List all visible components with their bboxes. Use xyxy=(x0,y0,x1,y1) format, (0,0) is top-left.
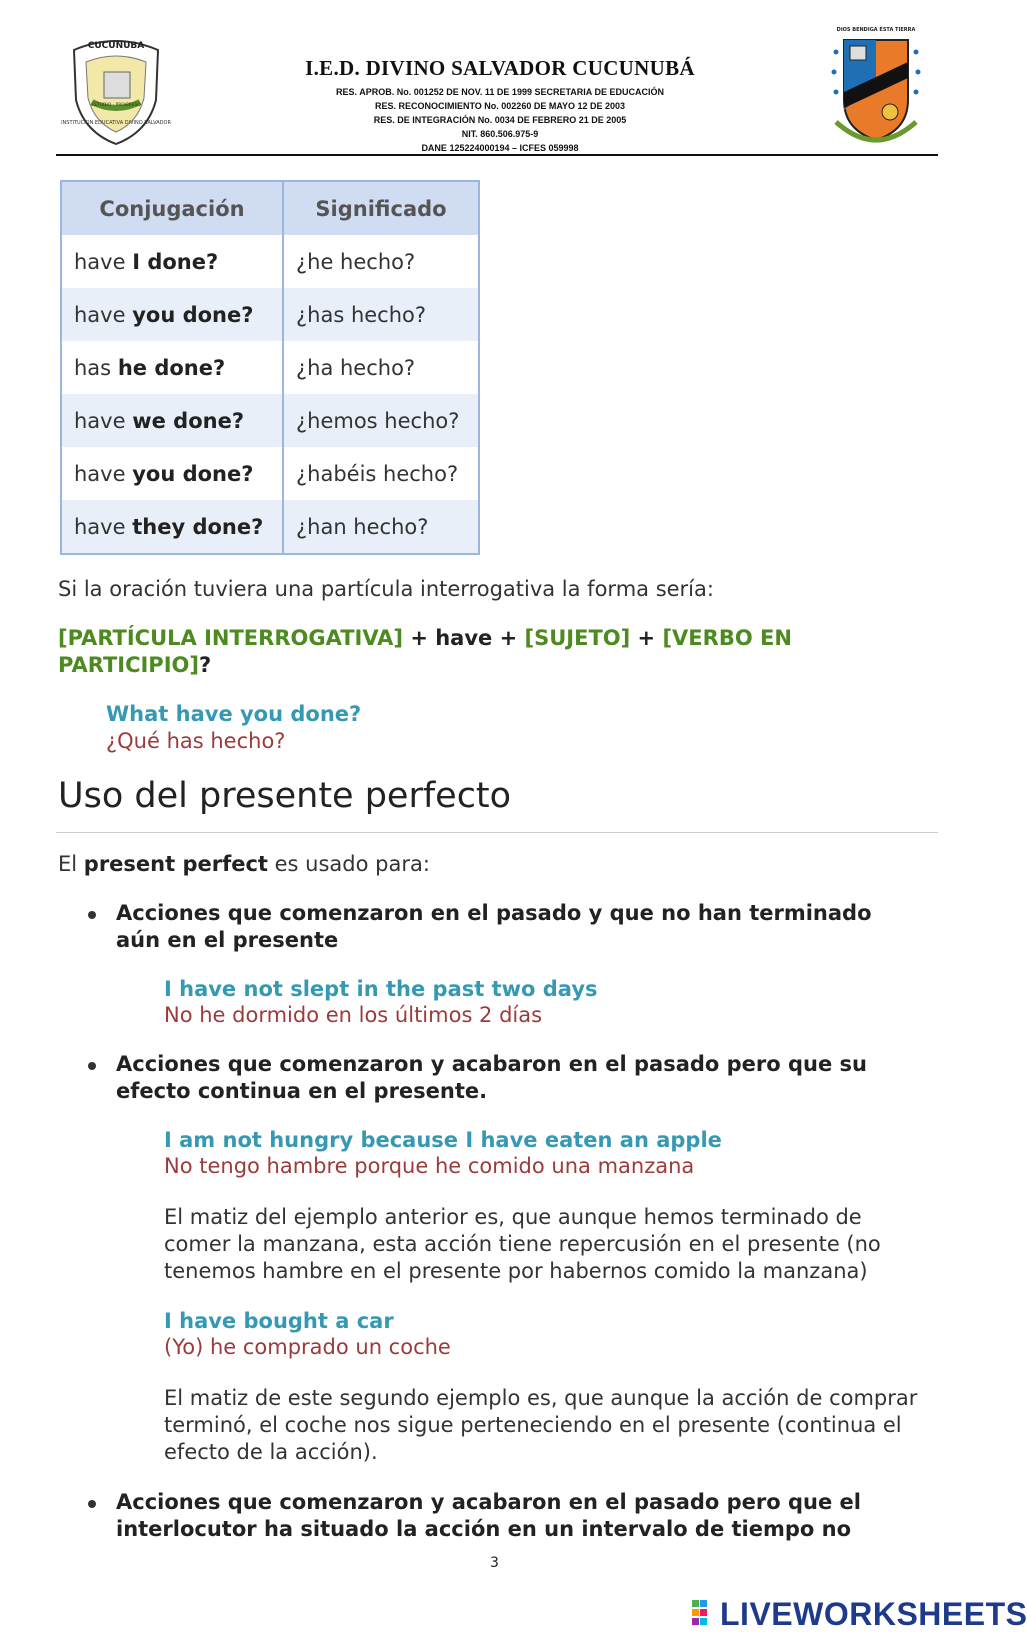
explanation-note: El matiz de este segundo ejemplo es, que aunque la acción de comprar terminó, el coche nos sigue perteneciendo en el presente (continua el efecto de la acción). xyxy=(164,1386,918,1464)
svg-text:CUCUNUBA: CUCUNUBA xyxy=(87,41,145,51)
meaning-cell: ¿he hecho? xyxy=(283,235,479,288)
bullet-text: Acciones que comenzaron y acabaron en el pasado pero que su efecto continua en el presente. xyxy=(116,1052,867,1103)
bullet-text: Acciones que comenzaron en el pasado y que no han terminado aún en el presente xyxy=(116,901,872,952)
page-header xyxy=(0,0,1000,160)
bullet-dot xyxy=(88,1062,96,1070)
table-row xyxy=(61,341,479,394)
conjugation-cell: have you done? xyxy=(61,288,283,341)
header-line: RES. DE INTEGRACIÓN No. 0034 DE FEBRERO 21 DE 2005 xyxy=(373,115,627,125)
municipal-shield-logo xyxy=(826,22,926,152)
header-line: RES. APROB. No. 001252 DE NOV. 11 DE 1999 SECRETARIA DE EDUCACIÓN xyxy=(336,87,664,97)
bullet-dot xyxy=(88,911,96,919)
bullet-text: Acciones que comenzaron y acabaron en el pasado pero que el interlocutor ha situado la acción en un intervalo de tiempo no xyxy=(116,1490,861,1541)
conjugation-cell: have they done? xyxy=(61,500,283,554)
uso-intro: El present perfect es usado para: xyxy=(58,852,430,876)
school-shield-logo xyxy=(61,36,171,146)
header-line: NIT. 860.506.975-9 xyxy=(461,129,539,139)
conjugation-cell: have you done? xyxy=(61,447,283,500)
table-row xyxy=(61,288,479,341)
liveworksheets-logo-icon xyxy=(692,1600,716,1626)
section-divider xyxy=(56,832,938,833)
interrogative-intro: Si la oración tuviera una partícula interrogativa la forma sería: xyxy=(58,577,714,601)
example-english: I have bought a car xyxy=(164,1309,394,1333)
table-header-row xyxy=(61,181,479,235)
example-spanish: ¿Qué has hecho? xyxy=(106,729,286,753)
conjugation-cell: have we done? xyxy=(61,394,283,447)
conjugation-table xyxy=(60,180,480,555)
conjugation-cell: has he done? xyxy=(61,341,283,394)
table-row xyxy=(61,235,479,288)
interrogative-formula: [PARTÍCULA INTERROGATIVA] + have + [SUJETO] + [VERBO EN PARTICIPIO]? xyxy=(58,626,792,677)
example-english: What have you done? xyxy=(106,702,362,726)
meaning-cell: ¿ha hecho? xyxy=(283,341,479,394)
svg-text:DIOS BENDIGA ESTA TIERRA: DIOS BENDIGA ESTA TIERRA xyxy=(836,27,916,33)
example-english: I am not hungry because I have eaten an apple xyxy=(164,1128,722,1152)
conjugation-cell: have I done? xyxy=(61,235,283,288)
meaning-cell: ¿habéis hecho? xyxy=(283,447,479,500)
bullet-dot xyxy=(88,1500,96,1508)
meaning-cell: ¿has hecho? xyxy=(283,288,479,341)
meaning-cell: ¿han hecho? xyxy=(283,500,479,554)
example-english: I have not slept in the past two days xyxy=(164,977,598,1001)
header-divider xyxy=(56,154,938,156)
table-row xyxy=(61,394,479,447)
example-spanish: (Yo) he comprado un coche xyxy=(164,1335,451,1359)
column-header: Significado xyxy=(283,181,479,235)
svg-text:INSTITUCION EDUCATIVA DIVINO S: INSTITUCION EDUCATIVA DIVINO SALVADOR xyxy=(61,120,171,126)
table-row xyxy=(61,500,479,554)
page-number: 3 xyxy=(490,1555,499,1571)
explanation-note: El matiz del ejemplo anterior es, que aunque hemos terminado de comer la manzana, esta acción tiene repercusión en el presente (no tenemos hambre en el presente por habernos comido la manzana) xyxy=(164,1205,881,1283)
header-line: RES. RECONOCIMIENTO No. 002260 DE MAYO 12 DE 2003 xyxy=(374,101,626,111)
svg-text:ESTUDIO · PROGRESO: ESTUDIO · PROGRESO xyxy=(91,103,141,108)
institution-block xyxy=(190,56,810,155)
column-header: Conjugación xyxy=(61,181,283,235)
example-spanish: No tengo hambre porque he comido una manzana xyxy=(164,1154,695,1178)
section-title: Uso del presente perfecto xyxy=(58,776,512,816)
example-spanish: No he dormido en los últimos 2 días xyxy=(164,1003,543,1027)
liveworksheets-brand[interactable]: LIVEWORKSHEETS xyxy=(720,1596,1027,1632)
institution-name: I.E.D. DIVINO SALVADOR CUCUNUBÁ xyxy=(305,56,695,80)
header-line: DANE 125224000194 – ICFES 059998 xyxy=(421,143,579,153)
meaning-cell: ¿hemos hecho? xyxy=(283,394,479,447)
table-row xyxy=(61,447,479,500)
